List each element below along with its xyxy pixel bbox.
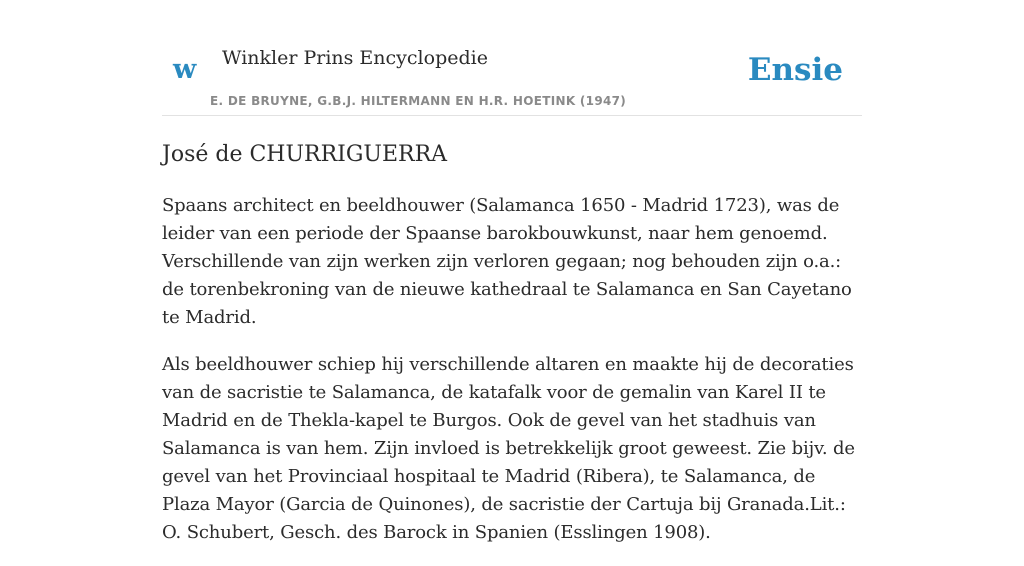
article-paragraph: Als beeldhouwer schiep hij verschillende altaren en maakte hij de decoraties van de sacristie te Salamanca, de katafalk voor de gemalin van Karel II te Madrid en de Thekla-kapel te Burgos. Ook de gevel van het stadhuis van Salamanca is van hem. Zijn invloed is betrekkelijk groot geweest. Zie bijv. de gevel van het Provinciaal hospitaal te Madrid (Ribera), te Salamanca, de Plaza Mayor (Garcia de Quinones), de sacristie der Cartuja bij Granada.Lit.: O. Schubert, Gesch. des Barock in Spanien (Esslingen 1908).	[162, 354, 855, 543]
encyclopedia-logo[interactable]: w	[173, 54, 197, 85]
article-body	[162, 192, 862, 566]
encyclopedia-authors: E. DE BRUYNE, G.B.J. HILTERMANN EN H.R. HOETINK (1947)	[210, 94, 627, 108]
page	[162, 0, 862, 543]
encyclopedia-header	[162, 0, 862, 116]
article-title: José de CHURRIGUERRA	[162, 142, 448, 167]
encyclopedia-title[interactable]: Winkler Prins Encyclopedie	[222, 47, 488, 69]
article-paragraph: Spaans architect en beeldhouwer (Salamanca 1650 - Madrid 1723), was de leider van een periode der Spaanse barokbouwkunst, naar hem genoemd. Verschillende van zijn werken zijn verloren gegaan; nog behouden zijn o.a.: de torenbekroning van de nieuwe kathedraal te Salamanca en San Cayetano te Madrid.	[162, 195, 852, 328]
ensie-brand-logo[interactable]: Ensie	[747, 52, 843, 88]
